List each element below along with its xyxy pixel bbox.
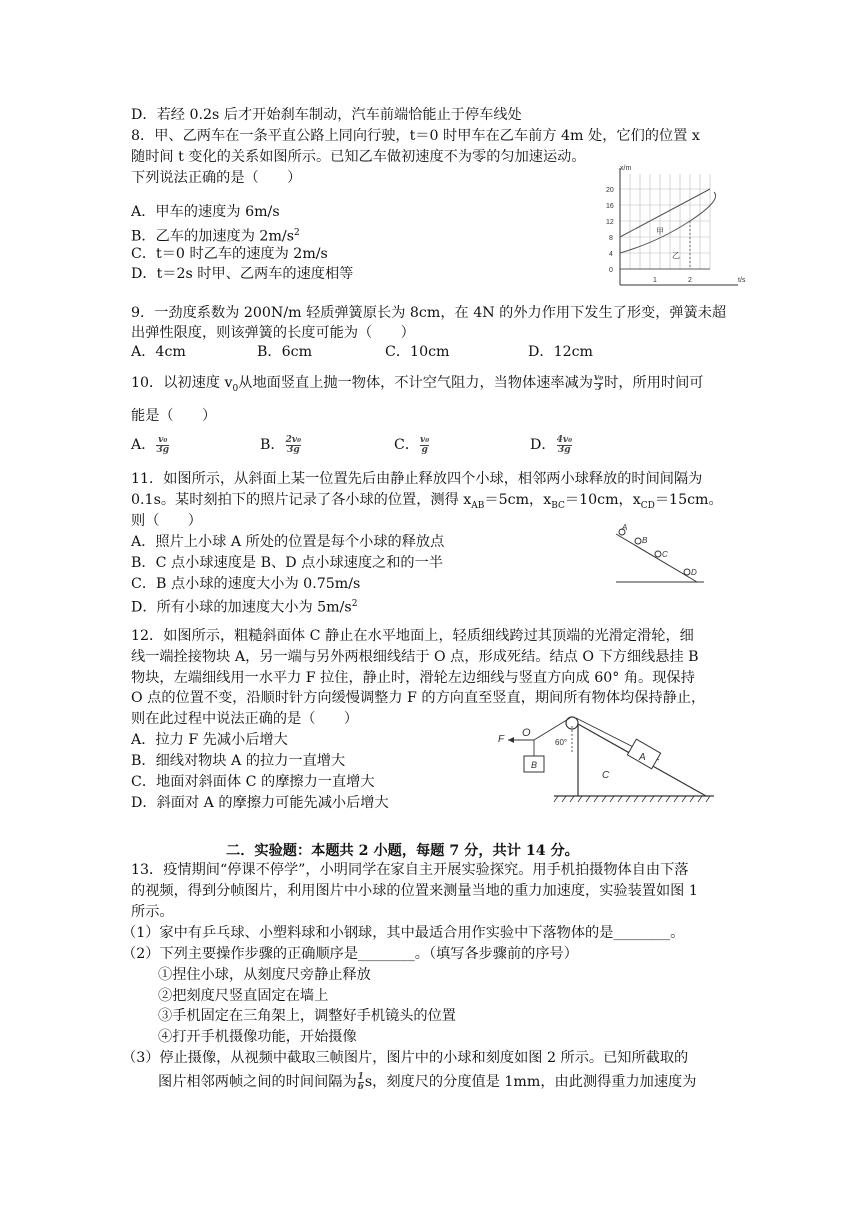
q11-option-d: D．所有小球的加速度大小为 $5m/s^2$ — [131, 599, 358, 616]
q10-option-b: B． $\frac{\text{2v₀}}{3g}$ — [260, 434, 302, 455]
q12-option-b: B．细线对物块 A 的拉力一直增大 — [131, 753, 346, 769]
q10-option-d: D． $\frac{\text{4v₀}}{3g}$ — [530, 434, 573, 455]
q13-part3: （3）停止摄像，从视频中截取三帧图片，图片中的小球和刻度如图 2 所示。已知所截取的 — [122, 1050, 689, 1066]
q9-stem-line2: 出弹性限度，则该弹簧的长度可能为（ ） — [131, 325, 415, 341]
q13-frac-1-over-6: $\frac{1}{6}$ — [357, 1071, 364, 1092]
q9-option-d: D．12cm — [528, 344, 594, 360]
q12-stem-line1: 12．如图所示，粗糙斜面体 C 静止在水平地面上，轻质细线跨过其顶端的光滑定滑轮，细 — [131, 628, 694, 644]
q8-graph-ytick-0: 0 — [609, 267, 613, 274]
q10-option-c: C． $\frac{\text{v₀}}{g}$ — [394, 434, 430, 455]
q8-graph-ytick-4: 4 — [609, 251, 613, 258]
q8-option-d: D．t＝2s 时甲、乙两车的速度相等 — [131, 266, 354, 282]
q12-label-o: O — [522, 727, 531, 739]
q11-label-b: B — [642, 536, 648, 545]
q12-option-d: D．斜面对 A 的摩擦力可能先减小后增大 — [131, 795, 389, 811]
q13-step2: ②把刻度尺竖直固定在墙上 — [158, 988, 329, 1004]
q13-stem-line2: 的视频，得到分帧图片，利用图片中小球的位置来测量当地的重力加速度，实验装置如图 1 — [131, 883, 698, 899]
q8-graph-ytick-8: 8 — [609, 235, 613, 242]
q13-step3: ③手机固定在三角架上，调整好手机镜头的位置 — [158, 1008, 456, 1024]
q8-stem-line3: 下列说法正确的是（ ） — [131, 170, 302, 186]
q11-label-a: A — [622, 523, 628, 532]
q8-graph-xlabel: t/s — [738, 277, 746, 284]
q8-stem-line1: 8．甲、乙两车在一条平直公路上同向行驶，t＝0 时甲车在乙车前方 4m 处，它们的位置 x — [131, 128, 700, 144]
q13-stem-line3: 所示。 — [131, 904, 174, 920]
q8-graph-label-jia: 甲 — [656, 227, 664, 236]
q13-step1: ①捏住小球，从刻度尺旁静止释放 — [158, 967, 371, 983]
q12-stem-line4: O 点的位置不变，沿顺时针方向缓慢调整力 F 的方向直至竖直，期间所有物体均保持静止， — [131, 690, 706, 706]
q8-graph-xtick-2: 2 — [688, 277, 692, 284]
q8-graph-ytick-12: 12 — [606, 219, 614, 226]
q12-label-b: B — [531, 760, 538, 770]
q11-incline-figure — [612, 520, 712, 588]
q11-stem-line1: 11．如图所示，从斜面上某一位置先后由静止释放四个小球，相邻两小球释放的时间间隔为 — [131, 471, 703, 487]
q8-option-c: C．t＝0 时乙车的速度为 2m/s — [131, 246, 328, 262]
q8-stem-line2: 随时间 t 变化的关系如图所示。已知乙车做初速度不为零的匀加速运动。 — [131, 149, 586, 165]
q12-label-a: A — [639, 752, 646, 763]
q12-pulley-figure — [494, 712, 724, 804]
q8-graph-ytick-20: 20 — [606, 187, 614, 194]
q11-stem-line2: 0.1s。某时刻拍下的照片记录了各小球的位置，测得 $x_{AB}=5cm$，$x_{BC}=10cm$，$x_{CD}=15cm$。 — [131, 492, 723, 511]
q11-stem-line3: 则（ ） — [131, 513, 202, 529]
q10-stem-line1: 10．以初速度 $v_0$从地面竖直上抛一物体，不计空气阻力，当物体速率减为 $\frac{\text{v₀}}{3}$ 时，所用时间可 — [131, 372, 704, 394]
q12-stem-line3: 物块，左端细线用一水平力 F 拉住，静止时，滑轮左边细线与竖直方向成 60° 角。现保持 — [131, 670, 695, 686]
q11-option-a: A．照片上小球 A 所处的位置是每个小球的释放点 — [131, 534, 445, 550]
q12-stem-line5: 则在此过程中说法正确的是（ ） — [131, 711, 359, 727]
section-2-heading: 二．实验题：本题共 2 小题，每题 7 分，共计 14 分。 — [226, 843, 579, 859]
q8-graph-xtick-1: 1 — [653, 277, 657, 284]
q13-part1: （1）家中有乒乓球、小塑料球和小钢球，其中最适合用作实验中下落物体的是________。 — [122, 925, 685, 941]
q11-option-b: B．C 点小球速度是 B、D 点小球速度之和的一半 — [131, 555, 443, 571]
q13-stem-line1: 13．疫情期间“停课不停学”，小明同学在家自主开展实验探究。用手机拍摄物体自由下落 — [131, 862, 689, 878]
q10-option-a: A． $\frac{\text{v₀}}{3g}$ — [131, 434, 169, 455]
q9-option-c: C．10cm — [385, 344, 450, 360]
q8-option-b: B．乙车的加速度为 $2m/s^2$ — [131, 228, 300, 245]
q13-part3-line2: 图片相邻两帧之间的时间间隔为 $\frac{1}{6}$ s，刻度尺的分度值是 1mm，由此测得重力加速度为 — [158, 1071, 697, 1092]
q12-label-c: C — [602, 770, 610, 781]
q9-stem-line1: 9．一劲度系数为 200N/m 轻质弹簧原长为 8cm，在 4N 的外力作用下发生了形变，弹簧未超 — [131, 305, 727, 321]
q11-label-c: C — [662, 550, 668, 559]
q11-label-d: D — [691, 568, 697, 577]
q13-step4: ④打开手机摄像功能，开始摄像 — [158, 1029, 357, 1045]
q12-label-angle: 60° — [555, 738, 568, 747]
q10-frac-v0-over-3: $\frac{\text{v₀}}{3}$ — [593, 372, 604, 393]
q9-option-a: A．4cm — [131, 344, 186, 360]
q7-option-d: D．若经 0.2s 后才开始刹车制动，汽车前端恰能止于停车线处 — [131, 107, 522, 123]
q8-option-a: A．甲车的速度为 6m/s — [131, 204, 280, 220]
q12-label-f: F — [498, 734, 505, 745]
q9-option-b: B．6cm — [257, 344, 313, 360]
q10-stem-line2: 能是（ ） — [131, 408, 217, 424]
q8-xt-graph — [598, 162, 758, 290]
q12-option-a: A．拉力 F 先减小后增大 — [131, 732, 288, 748]
q13-part2: （2）下列主要操作步骤的正确顺序是________。（填写各步骤前的序号） — [122, 946, 578, 962]
q11-option-c: C．B 点小球的速度大小为 0.75m/s — [131, 576, 361, 592]
q8-graph-ytick-16: 16 — [606, 203, 614, 210]
q12-stem-line2: 线一端拴接物块 A，另一端与另外两根细线结于 O 点，形成死结。结点 O 下方细线悬挂 B — [131, 649, 699, 665]
q8-graph-label-yi: 乙 — [672, 251, 680, 260]
q12-option-c: C．地面对斜面体 C 的摩擦力一直增大 — [131, 774, 375, 790]
q8-graph-ylabel: x/m — [620, 165, 632, 172]
